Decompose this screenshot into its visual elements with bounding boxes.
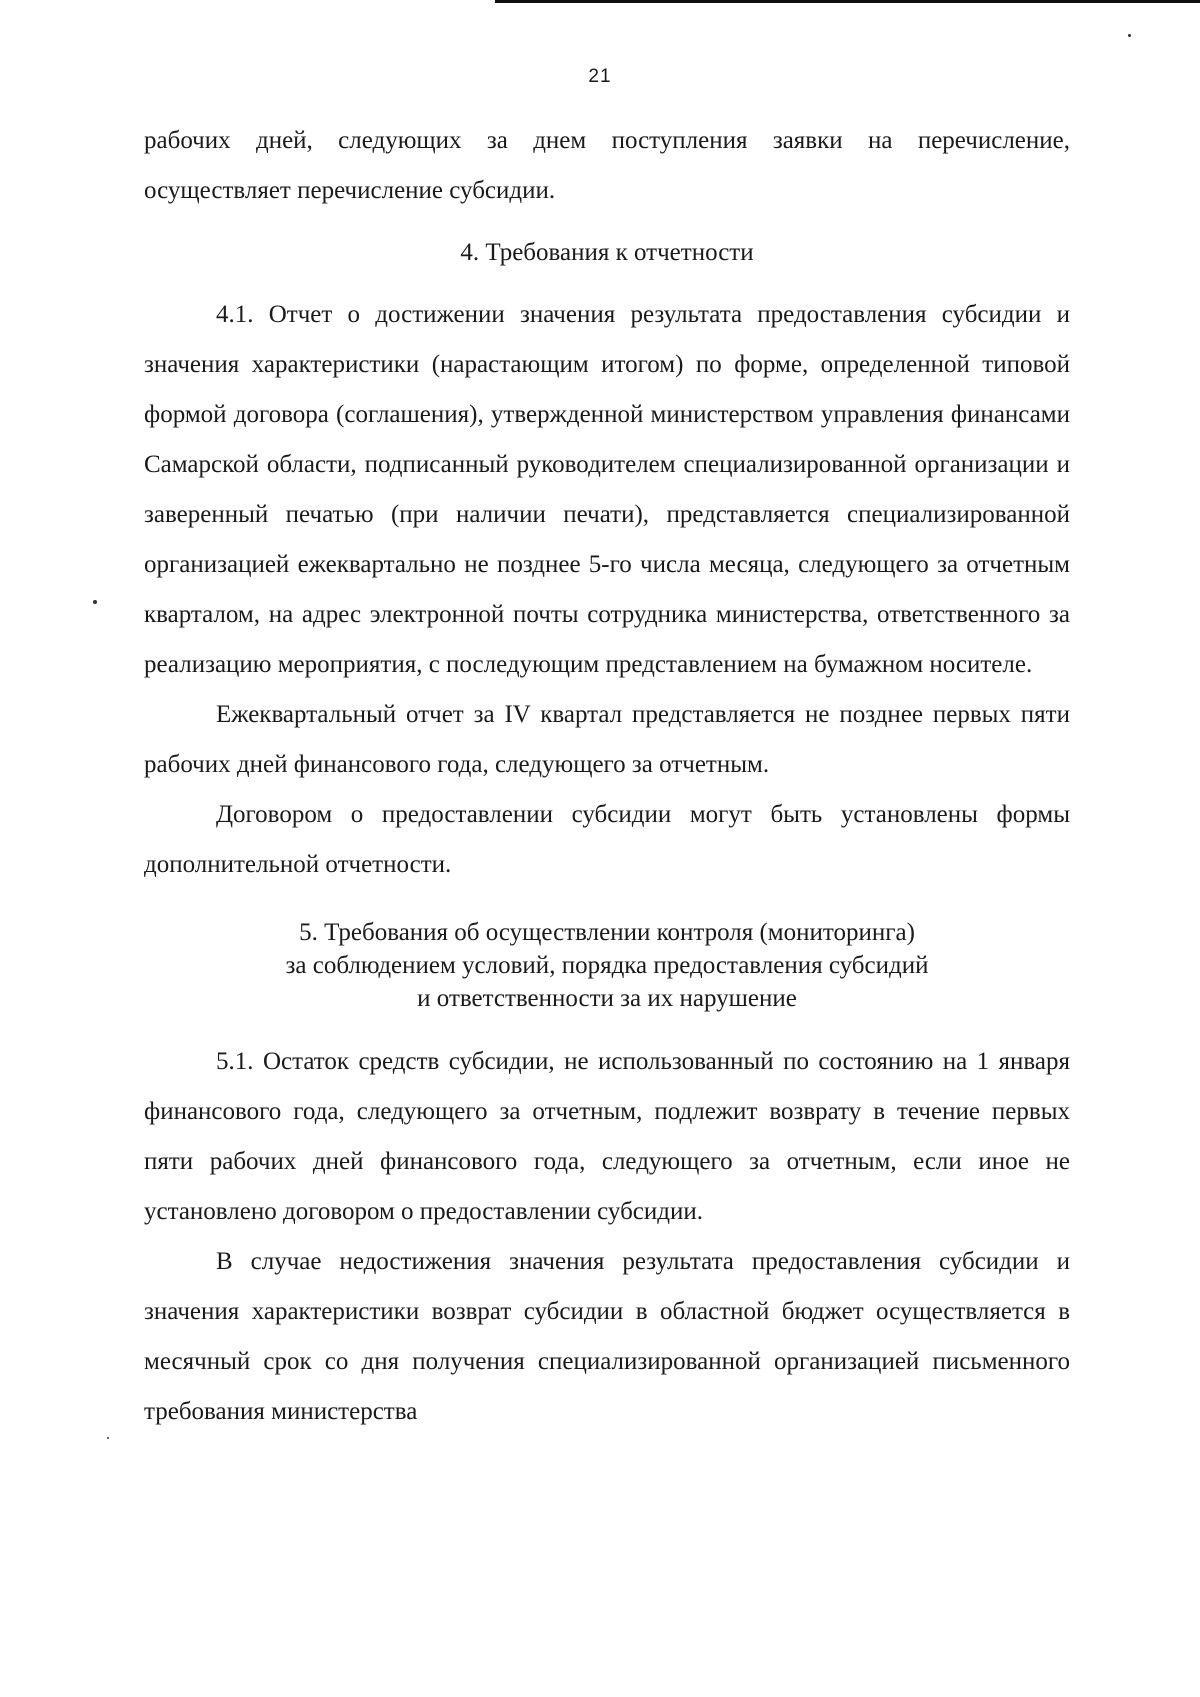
section-5-heading-line-2: за соблюдением условий, порядка предоставления субсидий bbox=[285, 952, 929, 979]
document-body bbox=[144, 116, 1070, 1437]
scan-speck bbox=[1128, 34, 1131, 37]
page-number: 21 bbox=[588, 66, 612, 87]
section-5-heading-line-3: и ответственности за их нарушение bbox=[417, 985, 797, 1012]
section-4-heading: 4. Требования к отчетности bbox=[460, 239, 754, 266]
section-4-paragraph-3: Договором о предоставлении субсидии могут быть установлены формы дополнительной отчетности. bbox=[144, 801, 1070, 878]
continuation-paragraph: рабочих дней, следующих за днем поступления заявки на перечисление, осуществляет перечисление субсидии. bbox=[144, 127, 1070, 204]
section-4-paragraph-2: Ежеквартальный отчет за IV квартал представляется не позднее первых пяти рабочих дней финансового года, следующего за отчетным. bbox=[144, 701, 1070, 778]
section-5-paragraph-1: 5.1. Остаток средств субсидии, не использованный по состоянию на 1 января финансового года, следующего за отчетным, подлежит возврату в течение первых пяти рабочих дней финансового года, следующего за отчетным, если иное не установлено договором о предоставлении субсидии. bbox=[144, 1048, 1070, 1225]
scan-speck bbox=[107, 1437, 109, 1439]
scan-speck bbox=[93, 600, 97, 604]
section-5-paragraph-2: В случае недостижения значения результата предоставления субсидии и значения характеристики возврат субсидии в областной бюджет осуществляется в месячный срок со дня получения специализированной организацией письменного требования министерства bbox=[144, 1248, 1070, 1425]
section-5-heading-line-1: 5. Требования об осуществлении контроля (мониторинга) bbox=[299, 919, 915, 946]
top-border-line bbox=[495, 0, 1200, 3]
section-5-heading bbox=[144, 916, 1070, 1015]
section-4-paragraph-1: 4.1. Отчет о достижении значения результата предоставления субсидии и значения характеристики (нарастающим итогом) по форме, определенной типовой формой договора (соглашения), утвержденной министерством управления финансами Самарской области, подписанный руководителем специализированной организации и заверенный печатью (при наличии печати), представляется специализированной организацией ежеквартально не позднее 5-го числа месяца, следующего за отчетным кварталом, на адрес электронной почты сотрудника министерства, ответственного за реализацию мероприятия, с последующим представлением на бумажном носителе. bbox=[144, 301, 1070, 678]
